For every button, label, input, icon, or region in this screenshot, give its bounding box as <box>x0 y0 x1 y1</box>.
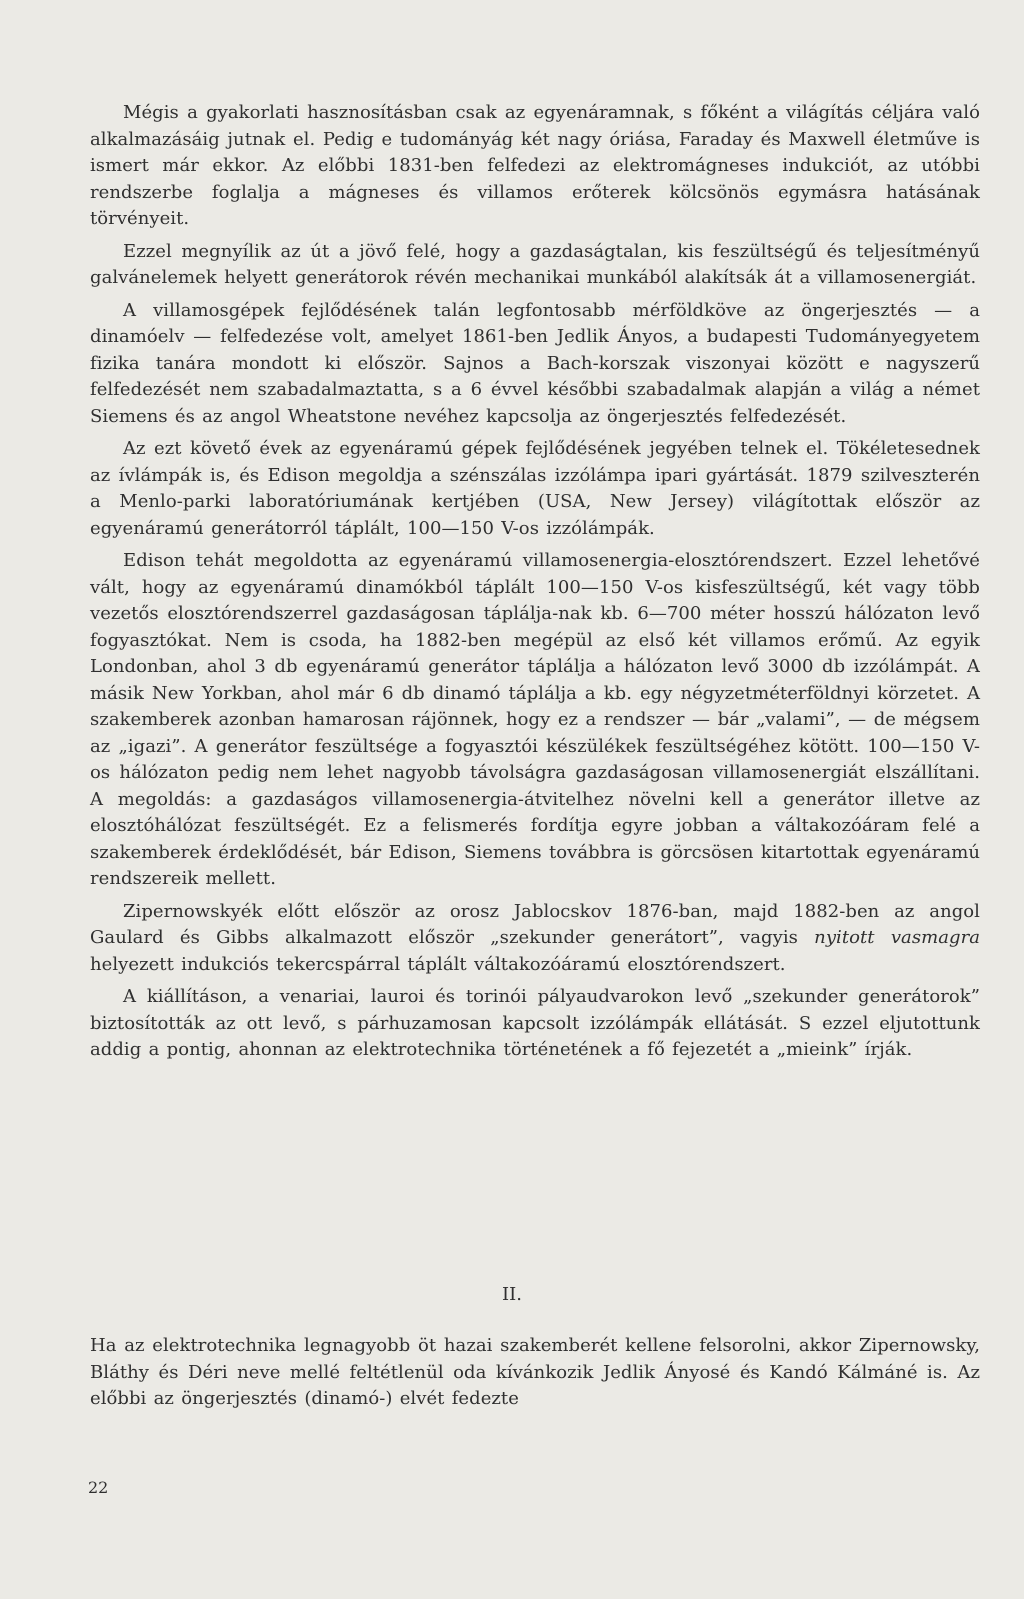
paragraph: Mégis a gyakorlati hasznosításban csak az egyenáramnak, s főként a világítás céljára való alkalmazásáig jutnak el. Pedig e tudományág két nagy óriása, Faraday és Maxwell életműve is ismert már ekkor. Az előbbi 1831-ben felfedezi az elektromágneses indukciót, az utóbbi rendszerbe foglalja a mágneses és villamos erőterek kölcsönös egymásra hatásának törvényeit. <box>90 102 980 229</box>
section-heading: II. <box>502 1284 522 1305</box>
italic-term: nyitott vasmagra <box>814 927 981 948</box>
paragraph <box>90 899 980 979</box>
paragraph: A kiállításon, a venariai, lauroi és torinói pályaudvarokon levő „szekunder generátorok” biztosították az ott levő, s párhuzamosan kapcsolt izzólámpák ellátását. S ezzel eljutottunk addig a pontig, ahonnan az elektrotechnika történetének a fő fejezetét a „mieink” írják. <box>90 986 980 1060</box>
paragraph: Ezzel megnyílik az út a jövő felé, hogy a gazdaságtalan, kis feszültségű és teljesítményű galvánelemek helyett generátorok révén mechanikai munkából alakítsák át a villamosenergiát. <box>90 240 980 288</box>
paragraph: Az ezt követő évek az egyenáramú gépek fejlődésének jegyében telnek el. Tökéletesednek az ívlámpák is, és Edison megoldja a szénszálas izzólámpa ipari gyártását. 1879 szilveszterén a Menlo-parki laboratóriumának kertjében (USA, New Jersey) világítottak először az egyenáramú generátorról táplált, 100—150 V-os izzólámpák. <box>90 438 980 539</box>
paragraph-text: helyezett indukciós tekercspárral táplált váltakozóáramú elosztórendszert. <box>90 953 786 975</box>
body-text <box>90 100 980 1070</box>
paragraph-text: Zipernowskyék előtt először az orosz Jablocskov 1876-ban, majd 1882-ben az angol Gaulard és Gibbs alkalmazott először „szekunder generátort”, vagyis <box>90 900 980 948</box>
page-number: 22 <box>88 1478 109 1497</box>
paragraph: Edison tehát megoldotta az egyenáramú villamosenergia-elosztórendszert. Ezzel lehetővé vált, hogy az egyenáramú dinamókból táplált 100—150 V-os kisfeszültségű, két vagy több vezetős elosztórendszerrel gazdaságosan táplálja-nak kb. 6—700 méter hosszú hálózaton levő fogyasztókat. Nem is csoda, ha 1882-ben megépül az első két villamos erőmű. Az egyik Londonban, ahol 3 db egyenáramú generátor táplálja a hálózaton levő 3000 db izzólámpát. A másik New Yorkban, ahol már 6 db dinamó táplálja a kb. egy négyzetméterföldnyi körzetet. A szakemberek azonban hamarosan rájönnek, hogy ez a rendszer — bár „valami”, — de mégsem az „igazi”. A generátor feszültsége a fogyasztói készülékek feszültségéhez kötött. 100—150 V-os hálózaton pedig nem lehet nagyobb távolságra gazdaságosan villamosenergiát elszállítani. A megoldás: a gazdaságos villamosenergia-átvitelhez növelni kell a generátor illetve az elosztóhálózat feszültségét. Ez a felismerés fordítja egyre jobban a váltakozóáram felé a szakemberek érdeklődését, bár Edison, Siemens továbbra is görcsösen kitartottak egyenáramú rendszereik mellett. <box>90 550 980 889</box>
paragraph: A villamosgépek fejlődésének talán legfontosabb mérföldköve az öngerjesztés — a dinamóelv — felfedezése volt, amelyet 1861-ben Jedlik Ányos, a budapesti Tudományegyetem fizika tanára mondott ki először. Sajnos a Bach-korszak viszonyai között e nagyszerű felfedezését nem szabadalmaztatta, s a 6 évvel későbbi szabadalmak alapján a világ a német Siemens és az angol Wheatstone nevéhez kapcsolja az öngerjesztés felfedezését. <box>90 299 980 427</box>
section-body <box>90 1333 980 1419</box>
paragraph: Ha az elektrotechnika legnagyobb öt hazai szakemberét kellene felsorolni, akkor Zipernowsky, Bláthy és Déri neve mellé feltétlenül oda kívánkozik Jedlik Ányosé és Kandó Kálmáné is. Az előbbi az öngerjesztés (dinamó-) elvét fedezte <box>90 1335 980 1409</box>
